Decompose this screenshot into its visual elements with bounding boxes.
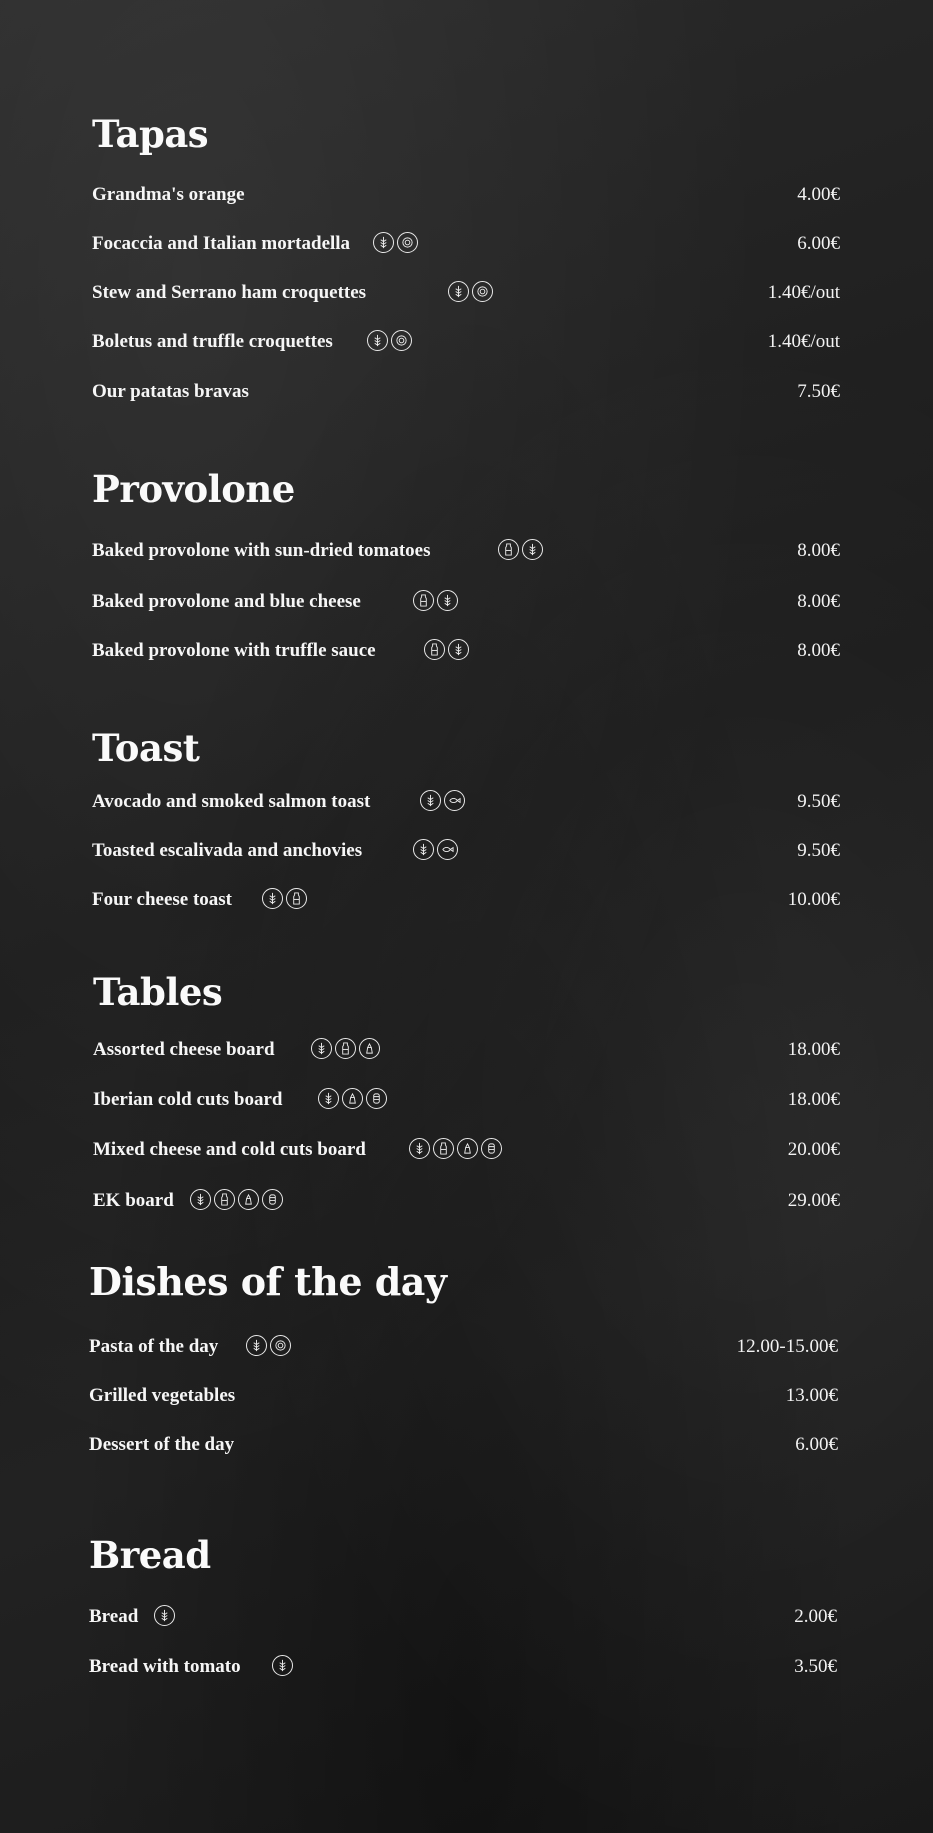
milk-icon <box>214 1189 235 1210</box>
item-price: 18.00€ <box>787 1089 840 1110</box>
item-price: 1.40€/out <box>767 331 840 352</box>
gluten-icon <box>448 281 469 302</box>
menu-item <box>0 1332 933 1362</box>
milk-icon <box>413 590 434 611</box>
sulfite-icon <box>342 1088 363 1109</box>
item-price: 8.00€ <box>797 540 840 561</box>
item-price: 9.50€ <box>797 840 840 861</box>
menu-item <box>0 1430 933 1460</box>
section-title: Dishes of the day <box>89 1259 447 1304</box>
menu-item <box>0 1602 933 1632</box>
item-price: 7.50€ <box>797 381 840 402</box>
sulfite-icon <box>238 1189 259 1210</box>
item-price: 6.00€ <box>797 233 840 254</box>
item-name: Avocado and smoked salmon toast <box>92 791 371 812</box>
item-price: 20.00€ <box>787 1139 840 1160</box>
menu-item <box>0 1085 933 1115</box>
item-name: Four cheese toast <box>92 889 233 910</box>
gluten-icon <box>437 590 458 611</box>
section-title: Tables <box>93 970 223 1014</box>
menu-item <box>0 1652 933 1682</box>
item-price: 18.00€ <box>787 1039 840 1060</box>
gluten-icon <box>272 1655 293 1676</box>
item-name: Baked provolone with truffle sauce <box>92 640 376 661</box>
item-name: Assorted cheese board <box>93 1039 275 1060</box>
gluten-icon <box>373 232 394 253</box>
mustard-icon <box>481 1138 502 1159</box>
menu-item <box>0 1186 933 1216</box>
item-price: 8.00€ <box>797 591 840 612</box>
item-name: Bread <box>89 1606 139 1627</box>
item-price: 3.50€ <box>794 1656 837 1677</box>
item-price: 29.00€ <box>787 1190 840 1211</box>
gluten-icon <box>409 1138 430 1159</box>
gluten-icon <box>246 1335 267 1356</box>
menu-item <box>0 536 933 566</box>
menu-item <box>0 1381 933 1411</box>
fish-icon <box>437 839 458 860</box>
sulfite-icon <box>457 1138 478 1159</box>
item-name: Baked provolone with sun-dried tomatoes <box>92 540 431 561</box>
item-price: 2.00€ <box>794 1606 837 1627</box>
section-title: Tapas <box>92 112 209 156</box>
item-price: 9.50€ <box>797 791 840 812</box>
item-name: Mixed cheese and cold cuts board <box>93 1139 366 1160</box>
menu-item <box>0 1135 933 1165</box>
gluten-icon <box>522 539 543 560</box>
item-name: Focaccia and Italian mortadella <box>92 233 351 254</box>
gluten-icon <box>190 1189 211 1210</box>
menu-item <box>0 787 933 817</box>
fish-icon <box>444 790 465 811</box>
gluten-icon <box>154 1605 175 1626</box>
milk-icon <box>498 539 519 560</box>
milk-icon <box>424 639 445 660</box>
item-name: EK board <box>93 1190 174 1211</box>
mustard-icon <box>262 1189 283 1210</box>
nuts-icon <box>397 232 418 253</box>
menu-item <box>0 836 933 866</box>
item-name: Bread with tomato <box>89 1656 241 1677</box>
gluten-icon <box>262 888 283 909</box>
item-price: 12.00-15.00€ <box>736 1336 838 1357</box>
nuts-icon <box>472 281 493 302</box>
gluten-icon <box>420 790 441 811</box>
item-price: 13.00€ <box>785 1385 838 1406</box>
sulfite-icon <box>359 1038 380 1059</box>
menu-item <box>0 587 933 617</box>
item-name: Stew and Serrano ham croquettes <box>92 282 367 303</box>
milk-icon <box>433 1138 454 1159</box>
gluten-icon <box>413 839 434 860</box>
item-price: 10.00€ <box>787 889 840 910</box>
item-name: Toasted escalivada and anchovies <box>92 840 363 861</box>
item-price: 4.00€ <box>797 184 840 205</box>
section-title: Bread <box>89 1533 211 1577</box>
item-name: Baked provolone and blue cheese <box>92 591 361 612</box>
gluten-icon <box>448 639 469 660</box>
menu-item <box>0 885 933 915</box>
item-name: Iberian cold cuts board <box>93 1089 283 1110</box>
item-name: Pasta of the day <box>89 1336 219 1357</box>
section-title: Toast <box>92 726 200 770</box>
item-price: 1.40€/out <box>767 282 840 303</box>
item-name: Dessert of the day <box>89 1434 235 1455</box>
item-price: 6.00€ <box>795 1434 838 1455</box>
nuts-icon <box>270 1335 291 1356</box>
menu-item <box>0 327 933 357</box>
menu-item <box>0 636 933 666</box>
item-price: 8.00€ <box>797 640 840 661</box>
milk-icon <box>286 888 307 909</box>
menu-item <box>0 229 933 259</box>
menu-item <box>0 278 933 308</box>
gluten-icon <box>367 330 388 351</box>
section-title: Provolone <box>92 467 295 511</box>
menu-item <box>0 377 933 407</box>
nuts-icon <box>391 330 412 351</box>
milk-icon <box>335 1038 356 1059</box>
menu-item <box>0 1035 933 1065</box>
gluten-icon <box>311 1038 332 1059</box>
item-name: Boletus and truffle croquettes <box>92 331 333 352</box>
item-name: Grandma's orange <box>92 184 245 205</box>
menu-item <box>0 180 933 210</box>
item-name: Our patatas bravas <box>92 381 249 402</box>
mustard-icon <box>366 1088 387 1109</box>
gluten-icon <box>318 1088 339 1109</box>
item-name: Grilled vegetables <box>89 1385 236 1406</box>
